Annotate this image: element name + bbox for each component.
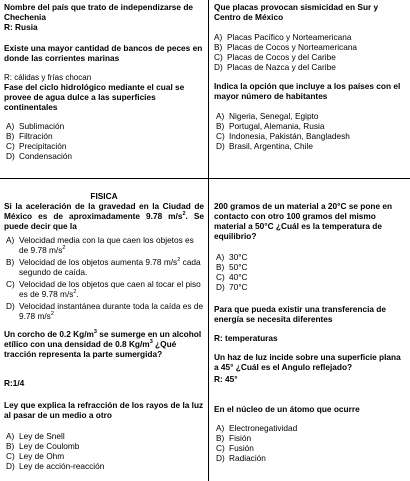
answer-haz-luz: R: 45° bbox=[214, 374, 238, 384]
question-refraccion: Ley que explica la refracción de los rayos de la luz al pasar de un medio a otro bbox=[4, 400, 204, 420]
option-item: A) Nigeria, Senegal, Egipto bbox=[216, 111, 319, 121]
right-top-block bbox=[214, 3, 406, 23]
option-item: B) Portugal, Alemania, Rusia bbox=[216, 120, 325, 131]
answer-chechenia: R: Rusia bbox=[4, 21, 38, 32]
options-placas bbox=[214, 33, 406, 73]
option-item: B) Placas de Cocos y Norteamericana bbox=[214, 41, 358, 52]
option-item: D) 70°C bbox=[216, 281, 248, 292]
question-paises-habitantes: Indica la opción que incluye a los países con el mayor número de habitantes bbox=[214, 81, 401, 101]
option-item: C) Ley de Ohm bbox=[6, 450, 65, 461]
left-bottom-block-2 bbox=[4, 330, 204, 360]
answer-bancos-peces: R: cálidas y frías chocan bbox=[4, 73, 92, 82]
right-bottom-block-4 bbox=[214, 405, 406, 415]
option-item: B) Velocidad de los objetos aumenta 9.78 $m/s^2$ cada segundo de caída. bbox=[6, 256, 201, 277]
options-temperatura-equilibrio bbox=[216, 253, 406, 293]
option-item: D) Placas de Nazca y del Caribe bbox=[214, 61, 336, 72]
section-divider-right bbox=[209, 178, 410, 179]
question-nucleo-atomo: En el núcleo de un átomo que ocurre bbox=[214, 404, 360, 414]
option-item: C) Placas de Cocos y del Caribe bbox=[214, 51, 336, 62]
option-item: A) Sublimación bbox=[6, 121, 65, 131]
option-item: D) Ley de acción-reacción bbox=[6, 460, 105, 471]
question-temperatura-equilibrio: 200 gramos de un material a 20°C se pone en contacto con otro 100 gramos del mismo material a 50°C ¿Cuál es la temperatura de equilibrio? bbox=[214, 201, 393, 241]
question-chechenia: Nombre del país que trato de independizarse de Chechenia bbox=[4, 2, 194, 22]
options-ciclo-hidrologico bbox=[6, 122, 196, 162]
option-item: C) Velocidad de los objetos que caen al tocar el piso es de 9.78 $m/s^2$. bbox=[6, 278, 201, 299]
options-refraccion bbox=[6, 432, 204, 472]
column-divider bbox=[208, 0, 209, 481]
option-item: B) Filtración bbox=[6, 130, 53, 141]
answer-transferencia-energia: R: temperaturas bbox=[214, 333, 278, 343]
section-title-fisica: FISICA bbox=[90, 191, 118, 201]
option-item: D) Velocidad instantánea durante toda la caída es de 9.78 $m/s^2$ bbox=[6, 300, 204, 321]
right-top-block-2 bbox=[214, 82, 406, 102]
option-item: D) Radiación bbox=[216, 452, 266, 463]
option-item: C) Fusión bbox=[216, 442, 254, 453]
question-transferencia-energia: Para que pueda existir una transferencia de energía se necesita diferentes bbox=[214, 304, 386, 324]
option-item: A) Ley de Snell bbox=[6, 431, 65, 441]
option-item: A) Placas Pacífico y Norteamericana bbox=[214, 32, 352, 42]
question-ciclo-hidrologico: Fase del ciclo hidrológico mediante el cual se provee de agua dulce a las superficies continentales bbox=[4, 81, 185, 112]
options-gravedad bbox=[6, 236, 204, 322]
left-bottom-block bbox=[4, 202, 204, 232]
option-item: D) Brasil, Argentina, Chile bbox=[216, 140, 313, 151]
options-nucleo-atomo bbox=[216, 424, 406, 464]
left-bottom-block-3 bbox=[4, 401, 204, 421]
option-item: B) Fisión bbox=[216, 432, 252, 443]
options-paises-habitantes bbox=[216, 112, 406, 152]
option-item: C) Indonesia, Pakistán, Bangladesh bbox=[216, 130, 350, 141]
left-top-block bbox=[4, 3, 204, 33]
question-corcho: Un corcho de 0.2 $Kg/m^3$ se sumerge en un alcohol etílico con una densidad de 0.8 $Kg/m^3$ ¿Qué tracción representa la parte sumergida? bbox=[4, 329, 202, 359]
right-bottom-block bbox=[214, 202, 406, 242]
left-top-block-2 bbox=[4, 44, 204, 64]
question-placas: Que placas provocan sismicidad en Sur y Centro de México bbox=[214, 2, 379, 22]
option-item: C) Precipitación bbox=[6, 140, 67, 151]
option-item: C) 40°C bbox=[216, 271, 248, 282]
question-gravedad: Si la aceleración de la gravedad en la Ciudad de México es de aproximadamente 9.78 $m/s^2$. Se puede decir que la bbox=[4, 201, 204, 231]
option-item: D) Condensación bbox=[6, 150, 73, 161]
right-bottom-block-2 bbox=[214, 305, 406, 325]
option-item: A) Velocidad media con la que caen los objetos es de 9.78 $m/s^2$ bbox=[6, 235, 194, 255]
right-bottom-block-3 bbox=[214, 353, 406, 373]
option-item: B) Ley de Coulomb bbox=[6, 440, 80, 451]
left-top-block-3 bbox=[4, 73, 204, 112]
question-haz-luz: Un haz de luz incide sobre una superficie plana a 45° ¿Cuál es el Angulo reflejado? bbox=[214, 352, 401, 372]
option-item: B) 50°C bbox=[216, 261, 248, 272]
answer-corcho: R:1/4 bbox=[4, 378, 25, 388]
question-bancos-peces: Existe una mayor cantidad de bancos de peces en donde las corrientes marinas bbox=[4, 43, 203, 63]
section-divider-left bbox=[0, 178, 209, 179]
option-item: A) 30°C bbox=[216, 252, 248, 262]
option-item: A) Electronegatividad bbox=[216, 423, 298, 433]
